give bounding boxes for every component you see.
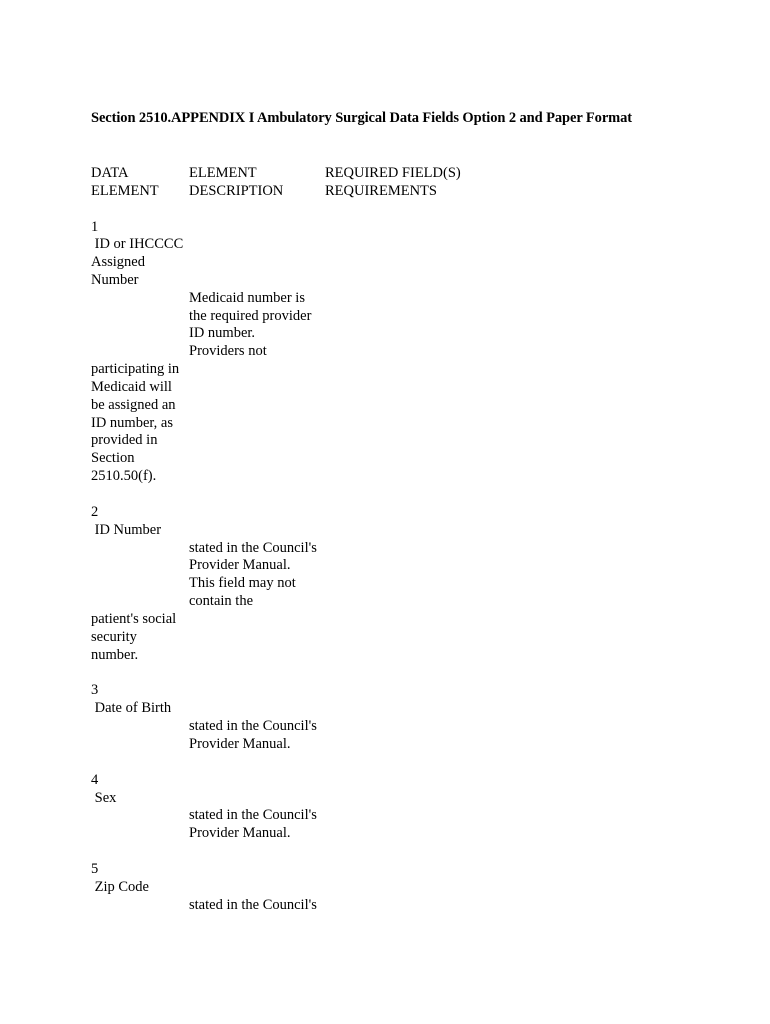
entry-1-cont-line: be assigned an — [91, 397, 176, 413]
entry-1-number: 1 — [91, 219, 99, 235]
entry-1-desc-line: Providers not — [189, 343, 267, 359]
entry-5-name-line: Zip Code — [91, 879, 149, 895]
entry-1-name-line: Number — [91, 272, 139, 288]
entry-1-desc-line: ID number. — [189, 325, 256, 341]
header-required-fields-line1: REQUIRED FIELD(S) — [325, 165, 461, 181]
entry-2-number: 2 — [91, 504, 99, 520]
header-element-description-line1: ELEMENT — [189, 165, 257, 181]
entry-2-cont-line: number. — [91, 647, 139, 663]
entry-2-desc-line: Provider Manual. — [189, 557, 291, 573]
entry-1-cont-line: Section — [91, 450, 135, 466]
header-element-description-line2: DESCRIPTION — [189, 183, 284, 199]
entry-1-name-line: ID or IHCCCC — [91, 236, 184, 252]
entry-1-desc-line: Medicaid number is — [189, 290, 305, 306]
entry-2-cont-line: security — [91, 629, 137, 645]
entry-4-desc-line: Provider Manual. — [189, 825, 291, 841]
entry-3-name-line: Date of Birth — [91, 700, 172, 716]
entry-2-desc-line: This field may not — [189, 575, 296, 591]
entry-2-desc-line: stated in the Council's — [189, 540, 317, 556]
entry-1-cont-line: ID number, as — [91, 415, 173, 431]
entry-1-cont-line: Medicaid will — [91, 379, 172, 395]
entry-5-number: 5 — [91, 861, 99, 877]
document-title: Section 2510.APPENDIX I Ambulatory Surgical Data Fields Option 2 and Paper Format — [91, 110, 633, 126]
entry-4-number: 4 — [91, 772, 99, 788]
header-data-element-line2: ELEMENT — [91, 183, 159, 199]
entry-1-cont-line: 2510.50(f). — [91, 468, 157, 484]
entry-1-cont-line: provided in — [91, 432, 158, 448]
entry-2-desc-line: contain the — [189, 593, 254, 609]
entry-5-desc-line: stated in the Council's — [189, 897, 317, 913]
entry-1-name-line: Assigned — [91, 254, 145, 270]
entry-3-number: 3 — [91, 682, 99, 698]
entry-4-name-line: Sex — [91, 790, 117, 806]
entry-3-desc-line: stated in the Council's — [189, 718, 317, 734]
entry-3-desc-line: Provider Manual. — [189, 736, 291, 752]
entry-1-cont-line: participating in — [91, 361, 180, 377]
entry-2-name-line: ID Number — [91, 522, 162, 538]
entry-2-cont-line: patient's social — [91, 611, 177, 627]
header-required-fields-line2: REQUIREMENTS — [325, 183, 437, 199]
entry-4-desc-line: stated in the Council's — [189, 807, 317, 823]
entry-1-desc-line: the required provider — [189, 308, 312, 324]
header-data-element-line1: DATA — [91, 165, 129, 181]
